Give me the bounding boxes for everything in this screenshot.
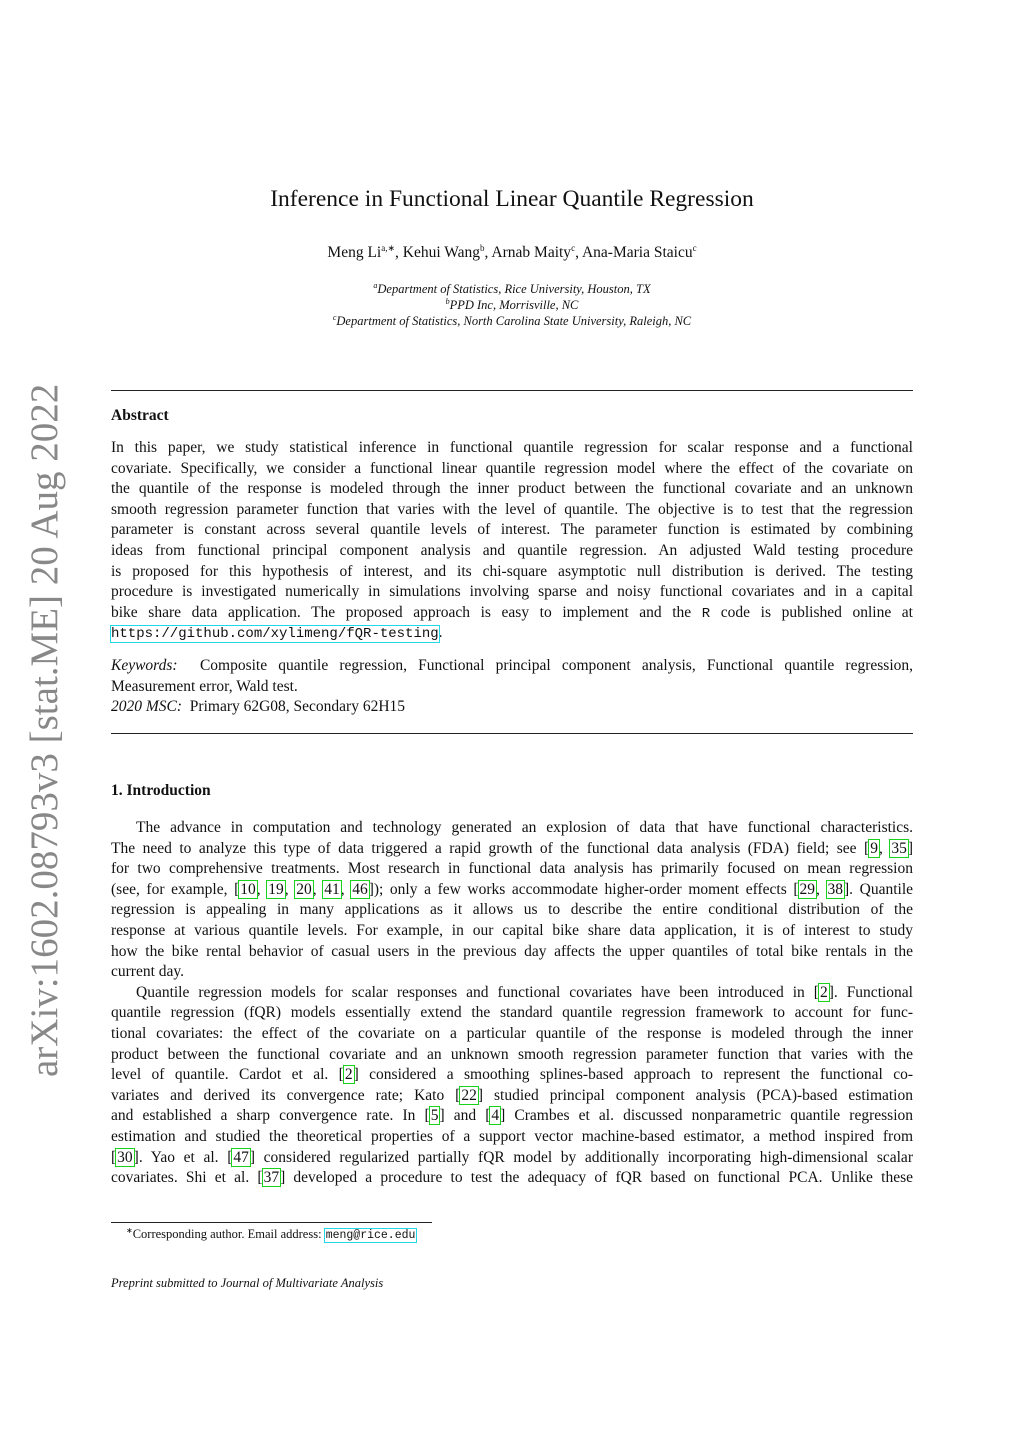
keywords-text: Composite quantile regression, Functional principal component analysis, Functional quantile regression, bbox=[199, 657, 913, 674]
text-line: variates and derived its convergence rate; Kato [22] studied principal component analysis (PCA)-based estimation bbox=[111, 1086, 913, 1104]
text-line: [30]. Yao et al. [47] considered regularized partially fQR model by additionally incorporating high-dimensional scalar bbox=[111, 1148, 913, 1166]
citation-link[interactable]: 10 bbox=[240, 880, 256, 898]
text-line: regression is appealing in many applications as it allows us to describe the entire conditional distribution of the bbox=[111, 901, 913, 919]
author: Ana-Maria Staicu bbox=[581, 244, 693, 262]
arxiv-identifier-stamp: arXiv:1602.08793v3 [stat.ME] 20 Aug 2022 bbox=[23, 383, 66, 1077]
text-line: (see, for example, [10, 19, 20, 41, 46]); only a few works accommodate higher-order moment effects [29, 38]. Quantile bbox=[111, 880, 914, 898]
citation-link[interactable]: 41 bbox=[324, 880, 340, 898]
citation-link[interactable]: 5 bbox=[430, 1107, 439, 1125]
abstract-heading: Abstract bbox=[111, 407, 169, 424]
code-r: R bbox=[701, 605, 711, 622]
citation-link[interactable]: 2 bbox=[344, 1066, 353, 1084]
introduction-body bbox=[111, 818, 913, 1189]
citation-link[interactable]: 9 bbox=[870, 839, 878, 857]
text-line: The need to analyze this type of data triggered a rapid growth of the functional data analysis (FDA) field; see [9, 35] bbox=[111, 839, 913, 857]
citation-link[interactable]: 35 bbox=[891, 839, 907, 857]
affil-text: Department of Statistics, North Carolina State University, Raleigh, NC bbox=[336, 314, 692, 329]
author-affil-mark: b bbox=[480, 243, 485, 253]
citation-link[interactable]: 47 bbox=[233, 1148, 249, 1166]
affiliation bbox=[0, 281, 1024, 297]
author-list: Meng $Li^{a,∗}$, Kehui Wang$^b$, Arnab Maity$^c$, Ana-Maria Staicu$^c$ bbox=[327, 243, 697, 262]
citation-link[interactable]: 30 bbox=[117, 1148, 133, 1166]
keywords-line: Measurement error, Wald test. bbox=[111, 677, 298, 695]
text-line: and established a sharp convergence rate. In [5] and [4] Crambes et al. discussed nonparametric quantile regression bbox=[111, 1107, 913, 1125]
citation-link[interactable]: 20 bbox=[296, 880, 312, 898]
author-affil-mark: a,∗ bbox=[381, 243, 396, 253]
affiliation bbox=[0, 313, 1024, 329]
author: Arnab Maity bbox=[491, 244, 572, 262]
msc-line bbox=[111, 697, 913, 718]
citation-link[interactable]: 22 bbox=[461, 1086, 477, 1104]
preprint-note: Preprint submitted to Journal of Multivariate Analysis bbox=[111, 1276, 384, 1290]
text-line: Quantile regression models for scalar responses and functional covariates have been introduced in [2]. Functional bbox=[136, 983, 913, 1001]
affil-mark: c bbox=[332, 313, 337, 322]
affil-text: PPD Inc, Morrisville, NC bbox=[449, 298, 579, 313]
citation-link[interactable]: 4 bbox=[491, 1107, 500, 1125]
text-line: covariate. Specifically, we consider a functional linear quantile regression model where the effect of the covariate on bbox=[111, 459, 913, 477]
abstract-body bbox=[111, 438, 913, 644]
footnote-divider bbox=[111, 1222, 432, 1223]
text-line: estimation and studied the theoretical properties of a support vector machine-based estimator, a method inspired from bbox=[111, 1127, 913, 1145]
text-line: product between the functional covariate and an unknown smooth regression parameter function that varies with the bbox=[111, 1045, 913, 1063]
text-line: level of quantile. Cardot et al. [2] considered a smoothing splines-based approach to represent the functional co- bbox=[111, 1066, 913, 1084]
text-line: https://github.com/xylimeng/fQR-testing. bbox=[111, 624, 443, 643]
author-affil-mark: c bbox=[692, 243, 697, 253]
paper-title: Inference in Functional Linear Quantile Regression bbox=[270, 186, 754, 212]
keywords-line bbox=[111, 656, 913, 677]
citation-link[interactable]: 19 bbox=[268, 880, 284, 898]
author: Kehui Wang bbox=[402, 244, 481, 262]
text-line: smooth regression parameter function that varies with the level of quantile. The objective is to test that the regression bbox=[111, 500, 913, 518]
code-repository-link[interactable]: https://github.com/xylimeng/fQR-testing bbox=[111, 626, 439, 643]
text-line: procedure is investigated numerically in simulations involving sparse and noisy functional covariates and in a capital bbox=[111, 583, 913, 601]
affil-mark: a bbox=[373, 281, 378, 290]
affil-mark: b bbox=[445, 297, 450, 306]
footnote-mark: ∗ bbox=[126, 1226, 133, 1235]
keywords bbox=[111, 656, 913, 718]
section-heading: 1. Introduction bbox=[111, 782, 211, 799]
text-line: how the bike rental behavior of casual users in the previous day affects the upper quantiles of total bike rentals in the bbox=[111, 942, 913, 960]
divider bbox=[111, 390, 913, 391]
msc-text: Primary 62G08, Secondary 62H15 bbox=[189, 698, 406, 716]
citation-link[interactable]: 29 bbox=[799, 880, 816, 898]
text-line: The advance in computation and technology generated an explosion of data that have functional characteristics. bbox=[136, 819, 913, 836]
author: Meng Li bbox=[327, 244, 382, 262]
divider bbox=[111, 733, 913, 734]
msc-label: 2020 MSC: bbox=[111, 698, 183, 716]
affiliation bbox=[0, 297, 1024, 313]
text-line: bike share data application. The proposed approach is easy to implement and the R code is published online at bbox=[111, 603, 913, 622]
citation-link[interactable]: 2 bbox=[819, 983, 828, 1001]
text-line: ideas from functional principal component analysis and quantile regression. An adjusted Wald testing procedure bbox=[111, 541, 913, 559]
affil-text: Department of Statistics, Rice University, Houston, TX bbox=[377, 282, 651, 297]
text-line: for two comprehensive treatments. Most research in functional data analysis has primarily focused on mean regression bbox=[111, 860, 913, 878]
text-line: response at various quantile levels. For example, in our capital bike share data application, it is of interest to study bbox=[111, 921, 913, 939]
footnote-text: Corresponding author. Email address: bbox=[132, 1227, 325, 1242]
email-link[interactable]: meng@rice.edu bbox=[325, 1229, 416, 1243]
keywords-label: Keywords: bbox=[111, 657, 178, 674]
text-line: tional covariates: the effect of the covariate on a particular quantile of the response is modeled through the inner bbox=[111, 1024, 913, 1042]
footnote bbox=[126, 1226, 416, 1242]
text-line: current day. bbox=[111, 963, 185, 981]
citation-link[interactable]: 46 bbox=[352, 880, 368, 898]
citation-link[interactable]: 37 bbox=[263, 1169, 280, 1187]
text-line: parameter is constant across several quantile levels of interest. The parameter function is estimated by combining bbox=[111, 521, 913, 539]
citation-link[interactable]: 38 bbox=[827, 880, 843, 898]
author-affil-mark: c bbox=[571, 243, 576, 253]
text-line: the quantile of the response is modeled through the inner product between the functional covariate and an unknown bbox=[111, 480, 913, 498]
text-line: covariates. Shi et al. [37] developed a procedure to test the adequacy of fQR based on functional PCA. Unlike these bbox=[111, 1169, 913, 1187]
text-line: In this paper, we study statistical inference in functional quantile regression for scalar response and a functional bbox=[111, 439, 913, 456]
text-line: quantile regression (fQR) models essentially extend the standard quantile regression framework to account for func- bbox=[111, 1004, 913, 1022]
text-line: is proposed for this hypothesis of interest, and its chi-square asymptotic null distribution is derived. The testing bbox=[111, 562, 913, 580]
